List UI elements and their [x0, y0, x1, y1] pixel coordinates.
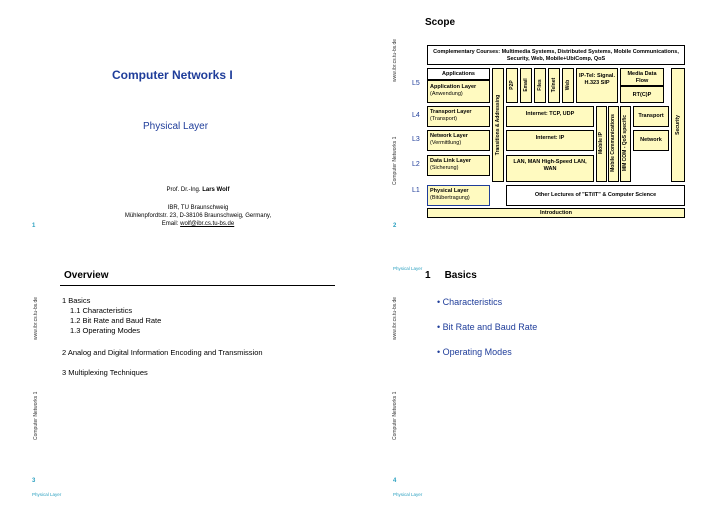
slide1-subtitle: Physical Layer [143, 121, 209, 132]
mobile-comm-label: Mobile Communications [610, 114, 616, 172]
app-col-files-label: Files [537, 79, 543, 91]
rtcp-box: RT(C)P [620, 86, 664, 103]
introduction-box: Introduction [427, 208, 685, 218]
lan-man-wan-box: LAN, MAN High-Speed LAN, WAN [506, 155, 594, 182]
app-col-p2p-label: P2P [509, 80, 515, 90]
mm-com-label: MM COM - QoS specific [622, 114, 628, 172]
slide3-side-course: Computer Networks 1 [33, 391, 39, 440]
bullet-item: • Bit Rate and Baud Rate [437, 322, 538, 332]
slide2-number: 2 [393, 223, 397, 229]
level-l2: L2 [412, 161, 420, 168]
app-col-web-label: Web [565, 79, 571, 91]
slide2-footer: Physical Layer [393, 266, 423, 271]
transitions-addressing-label: Transitions & Addressing [495, 94, 501, 156]
slide3-side-url: www.ibr.cs.tu-bs.de [33, 296, 39, 340]
slide1-number: 1 [32, 223, 36, 229]
transport-layer-box: Transport Layer (Transport) [427, 106, 490, 127]
slide1-title: Computer Networks I [112, 68, 233, 82]
slide3-title-rule [60, 285, 335, 286]
mobile-ip-label: Mobile IP [598, 132, 604, 154]
slide3-title: Overview [64, 270, 109, 281]
bullet-item: • Characteristics [437, 297, 503, 307]
slide1-email-line: Email: wolf@ibr.cs.tu-bs.de [161, 221, 235, 227]
datalink-layer-box: Data Link Layer (Sicherung) [427, 155, 490, 176]
slide1-email-link[interactable]: wolf@ibr.cs.tu-bs.de [180, 221, 235, 227]
complementary-courses-box: Complementary Courses: Multimedia Systems, Distributed Systems, Mobile Communications, Security, Web, Mobile+UbiComp, QoS [427, 45, 685, 65]
overview-item: 3 Multiplexing Techniques [62, 368, 148, 377]
overview-item: 1 Basics [62, 296, 91, 305]
slide3-footer: Physical Layer [32, 492, 62, 497]
app-col-email-label: Email [523, 78, 529, 92]
slide3-number: 3 [32, 478, 36, 484]
level-l3: L3 [412, 136, 420, 143]
overview-item: 2 Analog and Digital Information Encoding and Transmission [62, 348, 263, 357]
level-l5: L5 [412, 80, 420, 87]
slide2-side-course: Computer Networks 1 [392, 136, 398, 185]
bullet-item: • Operating Modes [437, 347, 512, 357]
slide4-footer: Physical Layer [393, 492, 423, 497]
level-l1: L1 [412, 187, 420, 194]
other-lectures-box: Other Lectures of "ET/IT" & Computer Science [506, 185, 685, 206]
slide2-side-url: www.ibr.cs.tu-bs.de [392, 38, 398, 82]
overview-item: 1.2 Bit Rate and Baud Rate [70, 316, 162, 325]
slide1-institute: IBR, TU Braunschweig [167, 205, 229, 211]
slide4-side-course: Computer Networks 1 [392, 391, 398, 440]
slide4-side-url: www.ibr.cs.tu-bs.de [392, 296, 398, 340]
slide1-author: Prof. Dr.-Ing. Lars Wolf [166, 187, 230, 193]
app-col-telnet-label: Telnet [551, 77, 557, 93]
overview-item: 1.1 Characteristics [70, 306, 133, 315]
applications-box: Applications [427, 68, 490, 80]
internet-ip-box: Internet: IP [506, 130, 594, 151]
slide4-title: 1 Basics [425, 270, 477, 281]
physical-layer-box: Physical Layer (Bitübertragung) [427, 185, 490, 206]
slide1-address: Mühlenpfordtstr. 23, D-38106 Braunschweig, Germany, [124, 213, 272, 219]
transport-right-box: Transport [633, 106, 669, 127]
network-right-box: Network [633, 130, 669, 151]
level-l4: L4 [412, 112, 420, 119]
media-data-flow-box: Media Data Flow [620, 68, 664, 86]
ip-tel-box: IP-Tel: Signal. H.323 SIP [576, 68, 618, 103]
slide4-number: 4 [393, 478, 397, 484]
security-label: Security [675, 115, 681, 135]
network-layer-box: Network Layer (Vermittlung) [427, 130, 490, 151]
slide2-title: Scope [425, 17, 456, 28]
overview-item: 1.3 Operating Modes [70, 326, 141, 335]
application-layer-box: Application Layer (Anwendung) [427, 80, 490, 103]
internet-tcp-udp-box: Internet: TCP, UDP [506, 106, 594, 127]
